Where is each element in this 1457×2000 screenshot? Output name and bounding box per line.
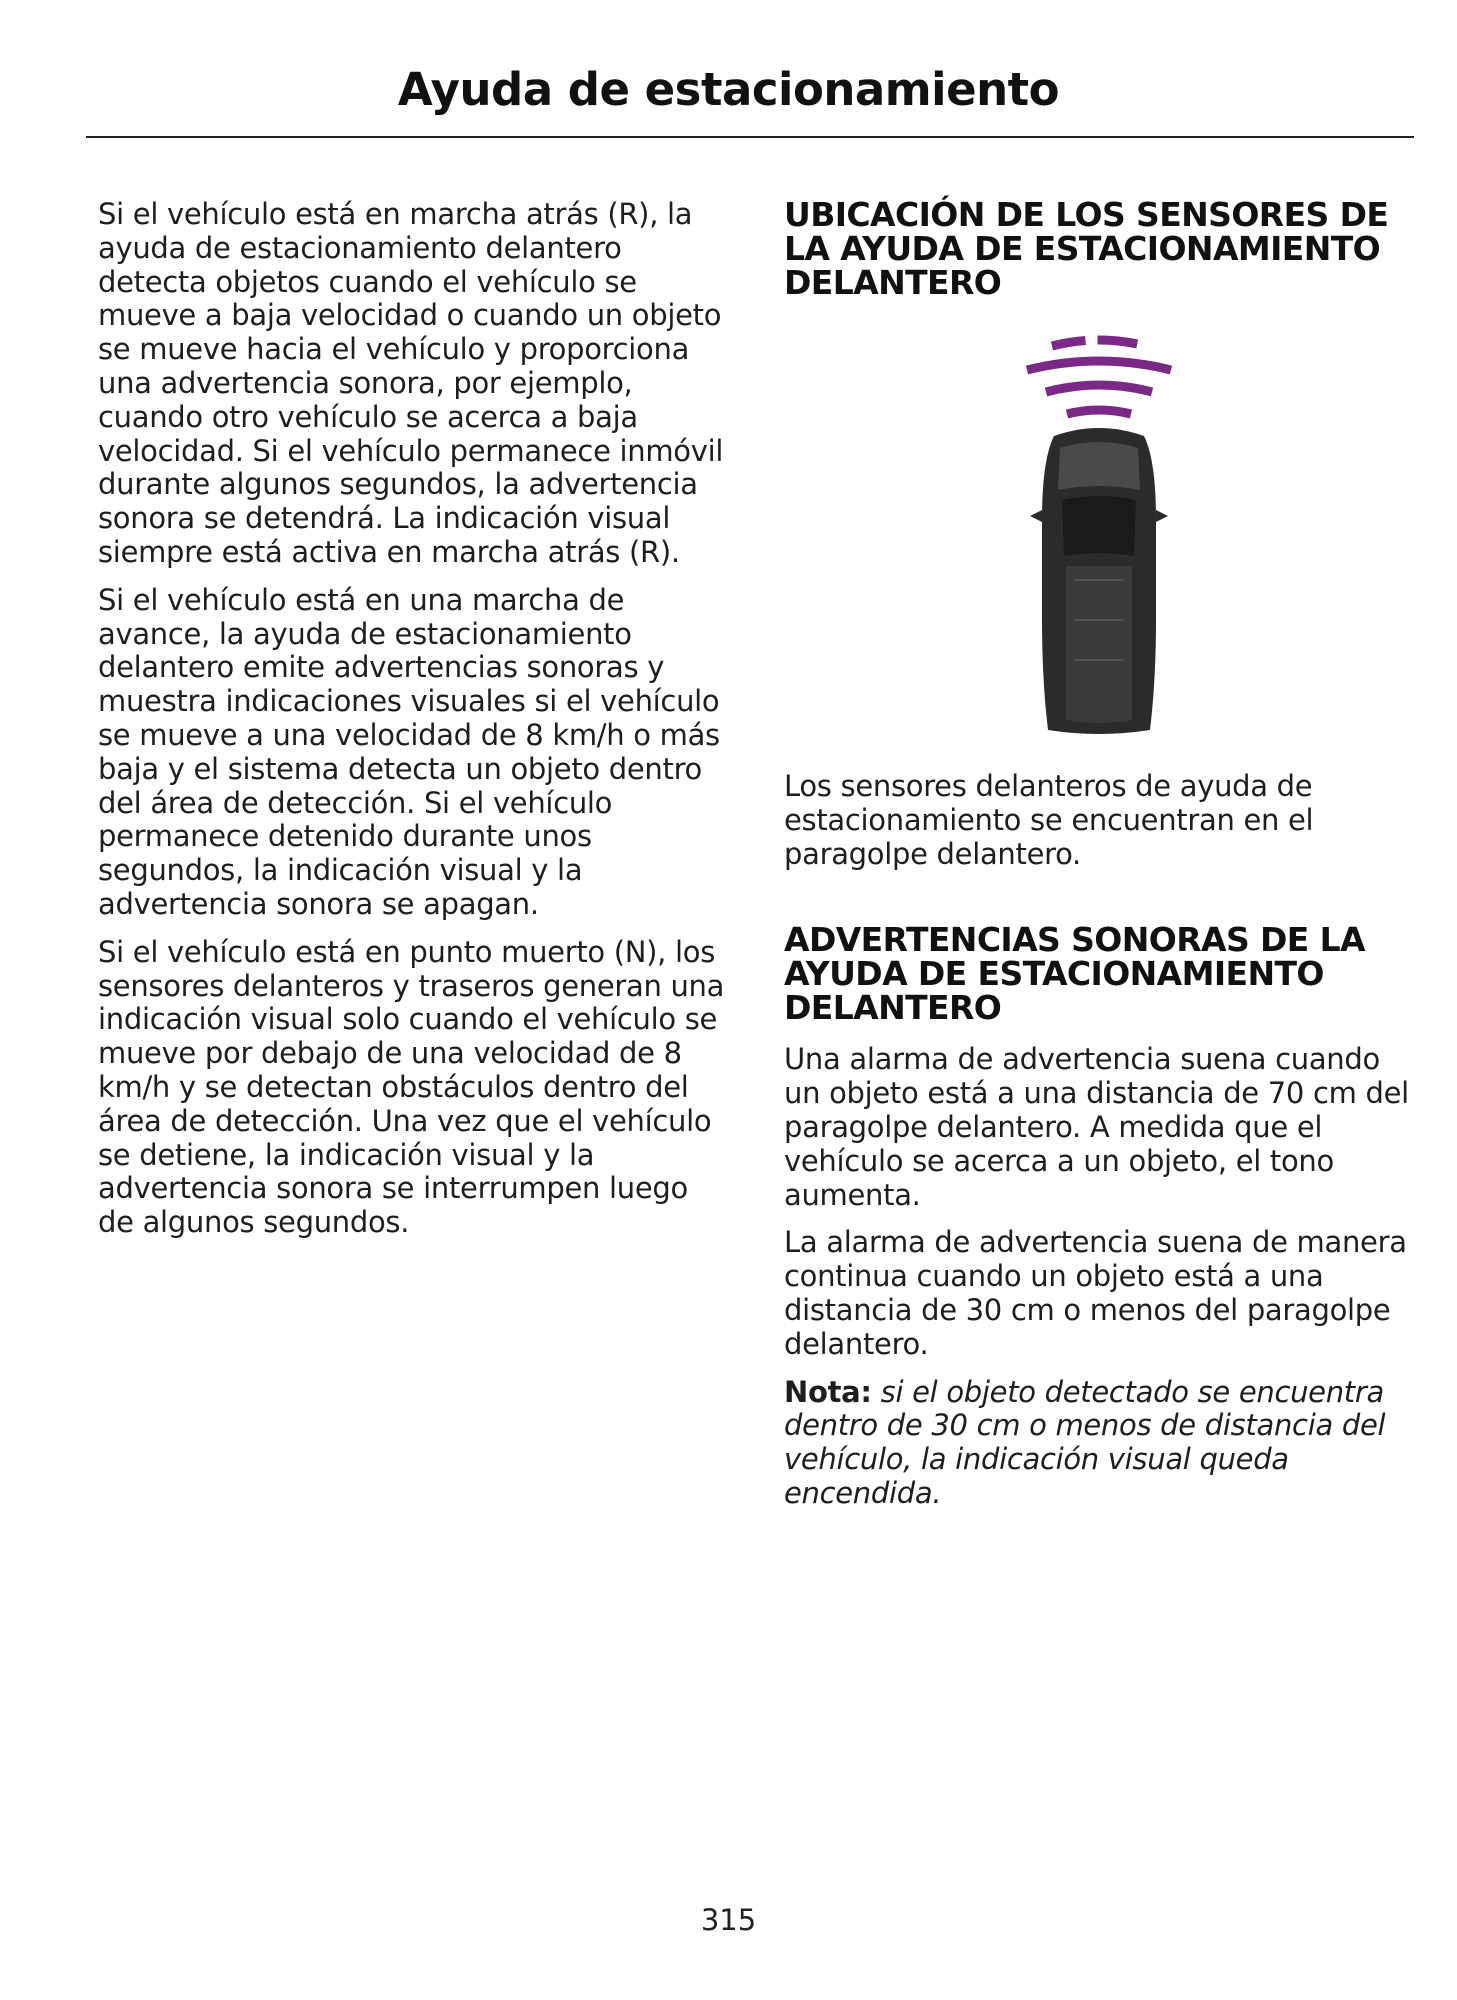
paragraph-warning-30cm: La alarma de advertencia suena de manera continua cuando un objeto está a una distancia de 30 cm o menos del paragolpe delantero.	[784, 1225, 1407, 1361]
title-divider	[86, 136, 1414, 138]
paragraph-warning-70cm: Una alarma de advertencia suena cuando un objeto está a una distancia de 70 cm del paragolpe delantero. A medida que el vehículo se acerca a un objeto, el tono aumenta.	[784, 1042, 1409, 1212]
sensor-location-caption: Los sensores delanteros de ayuda de estacionamiento se encuentran en el paragolpe delantero.	[784, 769, 1314, 871]
front-sensor-car-illustration	[784, 320, 1414, 740]
car-top-view-icon	[1030, 428, 1168, 734]
left-column	[98, 198, 730, 1254]
note-label: Nota:	[784, 1374, 872, 1409]
page-number: 315	[700, 1903, 757, 1937]
sensor-waves-icon	[1027, 340, 1171, 414]
page-title: Ayuda de estacionamiento	[397, 63, 1060, 116]
paragraph-forward-gear: Si el vehículo está en una marcha de avance, la ayuda de estacionamiento delantero emite advertencias sonoras y muestra indicaciones visuales si el vehículo se mueve a una velocidad de 8 km/h o más baja y el sistema detecta un objeto dentro del área de detección. Si el vehículo permanece detenido durante unos segundos, la indicación visual y la advertencia sonora se apagan.	[98, 582, 720, 921]
right-column	[784, 195, 1414, 1511]
section-heading-sensor-location: UBICACIÓN DE LOS SENSORES DE LA AYUDA DE ESTACIONAMIENTO DELANTERO	[784, 195, 1389, 302]
note-text: si el objeto detectado se encuentra dentro de 30 cm o menos de distancia del vehículo, la indicación visual queda encendida.	[784, 1374, 1386, 1510]
paragraph-neutral-gear: Si el vehículo está en punto muerto (N), los sensores delanteros y traseros generan una indicación visual solo cuando el vehículo se mueve por debajo de una velocidad de 8 km/h y se detectan obstáculos dentro del área de detección. Una vez que el vehículo se detiene, la indicación visual y la advertencia sonora se interrumpen luego de algunos segundos.	[98, 934, 725, 1240]
note	[784, 1376, 1414, 1511]
paragraph-reverse-gear: Si el vehículo está en marcha atrás (R), la ayuda de estacionamiento delantero detecta objetos cuando el vehículo se mueve a baja velocidad o cuando un objeto se mueve hacia el vehículo y proporciona una advertencia sonora, por ejemplo, cuando otro vehículo se acerca a baja velocidad. Si el vehículo permanece inmóvil durante algunos segundos, la advertencia sonora se detendrá. La indicación visual siempre está activa en marcha atrás (R).	[98, 197, 724, 569]
section-heading-audible-warnings: ADVERTENCIAS SONORAS DE LA AYUDA DE ESTACIONAMIENTO DELANTERO	[784, 920, 1365, 1028]
